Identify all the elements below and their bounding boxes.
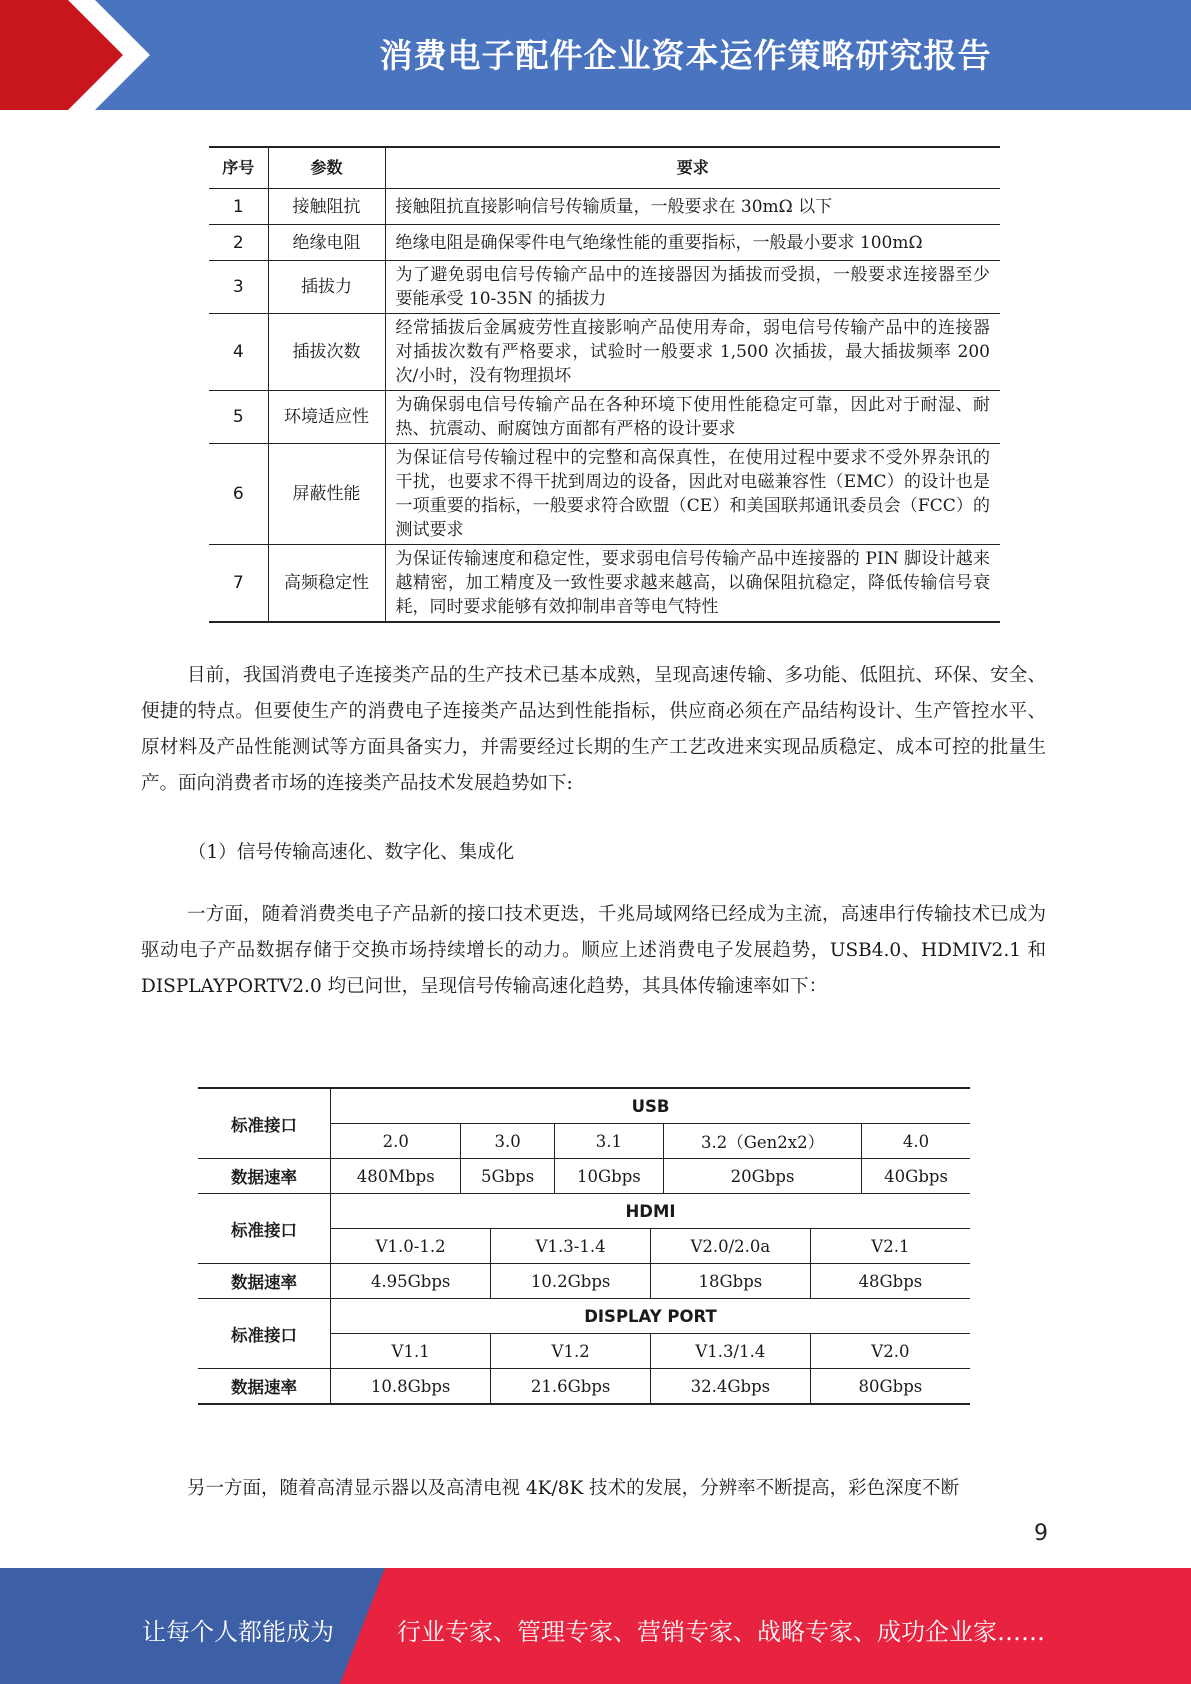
table-header-row (209, 147, 1000, 189)
displayport-rate: 21.6Gbps (491, 1369, 651, 1403)
footer-slogan-right: 行业专家、管理专家、营销专家、战略专家、成功企业家…… (397, 1618, 1045, 1646)
column-header-param: 参数 (268, 147, 385, 189)
row-requirement: 为保证信号传输过程中的完整和高保真性，在使用过程中要求不受外界杂讯的干扰，也要求不得干扰到周边的设备，因此对电磁兼容性（EMC）的设计也是一项重要的指标，一般要求符合欧盟（CE）和美国联邦通讯委员会（FCC）的测试要求 (385, 444, 1000, 545)
hdmi-version: V2.1 (871, 1236, 910, 1256)
interface-label-displayport: 标准接口 (198, 1299, 331, 1369)
displayport-rate: 32.4Gbps (651, 1369, 811, 1403)
rate-label-usb: 数据速率 (198, 1159, 331, 1194)
interface-label-hdmi: 标准接口 (198, 1194, 331, 1264)
table-row (209, 314, 1000, 391)
footer-slogan-left: 让每个人都能成为 (142, 1618, 334, 1646)
usb-version: 3.1 (554, 1124, 663, 1159)
column-header-no: 序号 (209, 147, 268, 189)
row-number: 5 (209, 391, 268, 444)
row-parameter: 高频稳定性 (268, 545, 385, 623)
displayport-version: V1.3/1.4 (651, 1334, 811, 1368)
row-requirement: 经常插拔后金属疲劳性直接影响产品使用寿命，弱电信号传输产品中的连接器对插拔次数有严格要求，试验时一般要求 1,500 次插拔，最大插拔频率 200 次/小时，没有物理损坏 (385, 314, 1000, 391)
row-requirement: 为保证传输速度和稳定性，要求弱电信号传输产品中连接器的 PIN 脚设计越来越精密，加工精度及一致性要求越来越高，以确保阻抗稳定，降低传输信号衰耗，同时要求能够有效抑制串音等电气特性 (385, 545, 1000, 623)
interface-speed-table (198, 1087, 970, 1405)
table-row (209, 545, 1000, 623)
displayport-version: V1.1 (331, 1334, 491, 1368)
row-parameter: 插拔次数 (268, 314, 385, 391)
row-parameter: 环境适应性 (268, 391, 385, 444)
connector-parameters-table (209, 146, 1000, 623)
usb-rate: 40Gbps (862, 1159, 970, 1194)
displayport-version: V1.2 (491, 1334, 651, 1368)
document-title: 消费电子配件企业资本运作策略研究报告 (379, 36, 992, 75)
row-number: 6 (209, 444, 268, 545)
usb-rate: 10Gbps (554, 1159, 663, 1194)
table-row (209, 261, 1000, 314)
hdmi-rate: 10.2Gbps (491, 1264, 651, 1298)
displayport-version: V2.0 (871, 1341, 910, 1361)
usb-version: 4.0 (862, 1124, 970, 1159)
interface-label-usb: 标准接口 (198, 1088, 331, 1159)
usb-rate: 5Gbps (461, 1159, 554, 1194)
usb-group-header: USB (331, 1088, 971, 1124)
column-header-requirement: 要求 (385, 147, 1000, 189)
section-subheading: （1）信号传输高速化、数字化、集成化 (188, 842, 515, 863)
usb-rate: 20Gbps (663, 1159, 861, 1194)
table-row (209, 391, 1000, 444)
row-requirement: 为确保弱电信号传输产品在各种环境下使用性能稳定可靠，因此对于耐湿、耐热、抗震动、耐腐蚀方面都有严格的设计要求 (385, 391, 1000, 444)
hdmi-version: V2.0/2.0a (651, 1229, 811, 1263)
page-number: 9 (1034, 1521, 1048, 1546)
row-number: 7 (209, 545, 268, 623)
body-paragraph-3: 另一方面，随着高清显示器以及高清电视 4K/8K 技术的发展，分辨率不断提高，彩色深度不断 (187, 1478, 960, 1499)
usb-version: 3.2（Gen2x2） (663, 1124, 861, 1159)
row-number: 4 (209, 314, 268, 391)
hdmi-rate: 4.95Gbps (331, 1264, 491, 1298)
hdmi-rate: 48Gbps (858, 1271, 923, 1291)
row-requirement: 绝缘电阻是确保零件电气绝缘性能的重要指标，一般最小要求 100mΩ (385, 225, 1000, 261)
hdmi-version: V1.0-1.2 (331, 1229, 491, 1263)
row-requirement: 为了避免弱电信号传输产品中的连接器因为插拔而受损，一般要求连接器至少要能承受 10-35N 的插拔力 (385, 261, 1000, 314)
table-row (209, 444, 1000, 545)
rate-label-hdmi: 数据速率 (198, 1264, 331, 1299)
hdmi-version: V1.3-1.4 (491, 1229, 651, 1263)
header-chevron-graphic (0, 0, 150, 110)
table-row (209, 189, 1000, 225)
page-header (0, 0, 1191, 110)
row-parameter: 接触阻抗 (268, 189, 385, 225)
row-parameter: 屏蔽性能 (268, 444, 385, 545)
displayport-group-header: DISPLAY PORT (331, 1299, 971, 1334)
row-parameter: 绝缘电阻 (268, 225, 385, 261)
usb-version: 3.0 (461, 1124, 554, 1159)
body-paragraph-2: 一方面，随着消费类电子产品新的接口技术更迭，千兆局域网络已经成为主流，高速串行传输技术已成为驱动电子产品数据存储于交换市场持续增长的动力。顺应上述消费电子发展趋势，USB4.0、HDMIV2.1 和 DISPLAYPORTV2.0 均已问世，呈现信号传输高速化趋势，其具体传输速率如下： (141, 904, 1046, 997)
hdmi-rate: 18Gbps (651, 1264, 811, 1298)
row-requirement: 接触阻抗直接影响信号传输质量，一般要求在 30mΩ 以下 (385, 189, 1000, 225)
body-paragraph-1: 目前，我国消费电子连接类产品的生产技术已基本成熟，呈现高速传输、多功能、低阻抗、环保、安全、便捷的特点。但要使生产的消费电子连接类产品达到性能指标，供应商必须在产品结构设计、生产管控水平、原材料及产品性能测试等方面具备实力，并需要经过长期的生产工艺改进来实现品质稳定、成本可控的批量生产。面向消费者市场的连接类产品技术发展趋势如下: (141, 665, 1046, 794)
table-row (209, 225, 1000, 261)
page-footer (0, 1568, 1191, 1684)
hdmi-group-header: HDMI (331, 1194, 971, 1229)
rate-label-displayport: 数据速率 (198, 1369, 331, 1405)
displayport-rate: 10.8Gbps (331, 1369, 491, 1403)
row-number: 2 (209, 225, 268, 261)
usb-version: 2.0 (331, 1124, 461, 1159)
row-parameter: 插拔力 (268, 261, 385, 314)
usb-rate: 480Mbps (331, 1159, 461, 1194)
row-number: 1 (209, 189, 268, 225)
displayport-rate: 80Gbps (858, 1376, 923, 1396)
row-number: 3 (209, 261, 268, 314)
